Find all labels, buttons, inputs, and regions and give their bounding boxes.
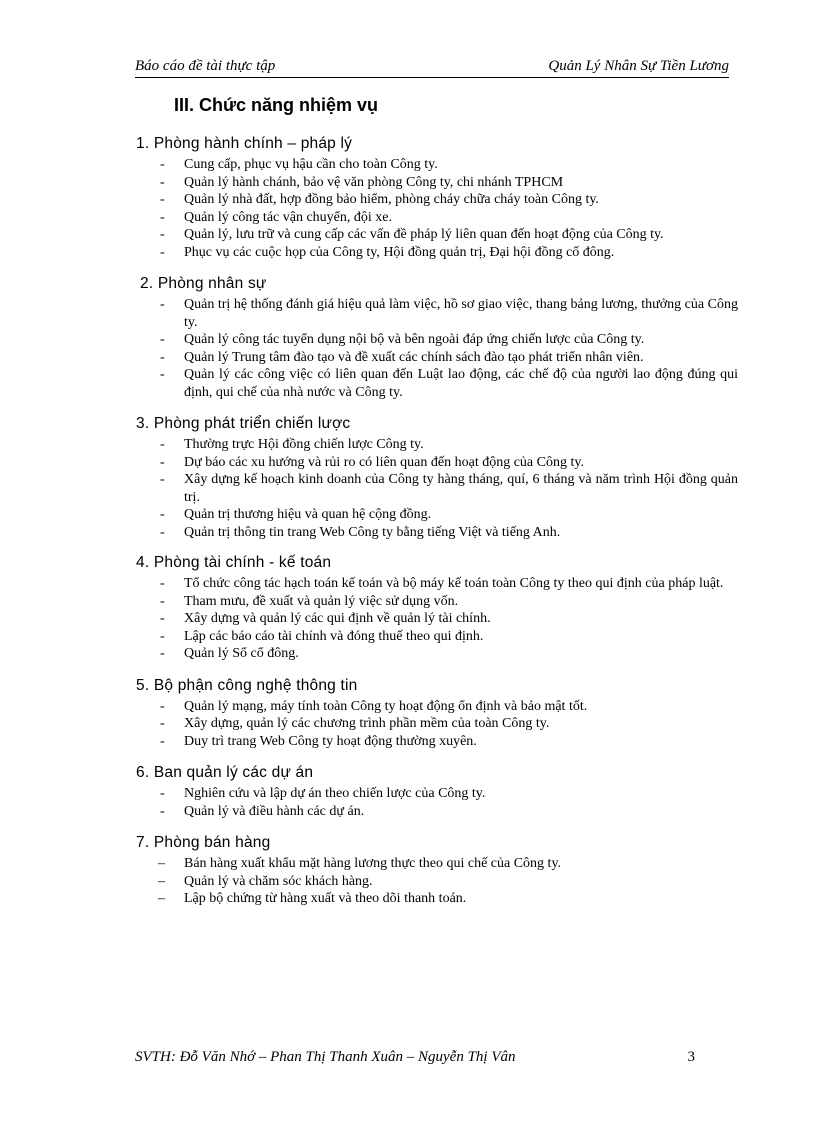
item-text: Dự báo các xu hướng và rủi ro có liên quan đến hoạt động của Công ty. xyxy=(184,454,584,470)
list-item xyxy=(136,645,740,663)
bullet-dash: - xyxy=(160,646,165,661)
item-text: Quản lý các công việc có liên quan đến Luật lao động, các chế độ của người lao động đúng qui định, qui chế của nhà nước và Công ty. xyxy=(184,367,738,400)
bullet-dash: - xyxy=(160,524,165,540)
bullet-dash: - xyxy=(160,733,165,749)
bullet-dash: - xyxy=(160,157,165,172)
list-item xyxy=(136,506,740,524)
list-item xyxy=(136,610,740,628)
item-text: Quản trị thông tin trang Web Công ty bằng tiếng Việt và tiếng Anh. xyxy=(184,524,561,540)
bullet-dash: - xyxy=(160,437,165,452)
list-item xyxy=(136,733,740,751)
item-text: Quản lý công tác vận chuyển, đội xe. xyxy=(184,209,392,225)
item-text: Lập bộ chứng từ hàng xuất và theo dõi thanh toán. xyxy=(184,891,467,906)
list-item xyxy=(136,174,740,192)
item-text: Xây dựng và quản lý các qui định về quản lý tài chính. xyxy=(184,611,491,626)
item-text: Thường trực Hội đồng chiến lược Công ty. xyxy=(184,437,424,452)
bullet-dash: – xyxy=(158,873,165,889)
list-item xyxy=(136,873,740,891)
list-item xyxy=(136,226,740,244)
section-heading: 2. Phòng nhân sự xyxy=(140,275,267,292)
header-topic-title: Quản Lý Nhân Sự Tiền Lương xyxy=(548,58,729,74)
header-report-title: Báo cáo đề tài thực tập xyxy=(135,58,276,74)
item-text: Tham mưu, đề xuất và quản lý việc sử dụng vốn. xyxy=(184,593,459,609)
section-1 xyxy=(136,132,740,261)
bullet-dash: - xyxy=(160,227,165,242)
item-text: Xây dựng, quản lý các chương trình phần mềm của toàn Công ty. xyxy=(184,716,550,731)
bullet-dash: - xyxy=(160,192,165,207)
bullet-dash: - xyxy=(160,297,165,312)
list-item xyxy=(136,593,740,611)
list-item xyxy=(136,471,740,506)
list-item xyxy=(136,366,740,401)
section-3 xyxy=(136,412,740,541)
list-item xyxy=(136,454,740,472)
section-heading: 6. Ban quản lý các dự án xyxy=(136,764,314,781)
item-text: Quản lý và điều hành các dự án. xyxy=(184,803,365,819)
list-item xyxy=(136,628,740,646)
list-item xyxy=(136,296,740,331)
bullet-dash: - xyxy=(160,593,165,609)
sections-container xyxy=(136,132,740,908)
list-item xyxy=(136,436,740,454)
section-6 xyxy=(136,761,740,820)
item-text: Tổ chức công tác hạch toán kế toán và bộ máy kế toán toàn Công ty theo qui định của pháp luật. xyxy=(184,576,724,591)
list-item xyxy=(136,209,740,227)
list-item xyxy=(136,803,740,821)
item-list xyxy=(136,698,740,751)
item-text: Quản lý và chăm sóc khách hàng. xyxy=(184,873,373,889)
bullet-dash: - xyxy=(160,628,165,644)
bullet-dash: - xyxy=(160,349,165,365)
item-text: Phục vụ các cuộc họp của Công ty, Hội đồng quản trị, Đại hội đồng cổ đông. xyxy=(184,244,615,260)
item-list xyxy=(136,436,740,541)
section-2 xyxy=(136,272,740,401)
bullet-dash: - xyxy=(160,472,165,487)
bullet-dash: - xyxy=(160,244,165,260)
item-text: Cung cấp, phục vụ hậu cần cho toàn Công ty. xyxy=(184,157,438,172)
section-heading: 1. Phòng hành chính – pháp lý xyxy=(136,135,353,152)
running-header xyxy=(135,58,729,78)
section-4 xyxy=(136,551,740,663)
bullet-dash: - xyxy=(160,786,165,801)
item-list xyxy=(136,156,740,261)
bullet-dash: - xyxy=(160,209,165,225)
bullet-dash: - xyxy=(160,332,165,347)
list-item xyxy=(136,244,740,262)
bullet-dash: - xyxy=(160,367,165,382)
item-text: Duy trì trang Web Công ty hoạt động thường xuyên. xyxy=(184,733,477,749)
list-item xyxy=(136,698,740,716)
item-list xyxy=(136,785,740,820)
item-list xyxy=(136,296,740,401)
bullet-dash: - xyxy=(160,803,165,819)
item-text: Quản lý, lưu trữ và cung cấp các vấn đề pháp lý liên quan đến hoạt động của Công ty. xyxy=(184,227,664,242)
bullet-dash: – xyxy=(158,856,165,871)
section-5 xyxy=(136,674,740,751)
item-text: Quản lý hành chánh, bảo vệ văn phòng Công ty, chi nhánh TPHCM xyxy=(184,174,564,190)
page-number: 3 xyxy=(687,1049,695,1065)
list-item xyxy=(136,331,740,349)
section-heading: 5. Bộ phận công nghệ thông tin xyxy=(136,676,358,694)
item-list xyxy=(136,575,740,663)
bullet-dash: - xyxy=(160,611,165,626)
item-text: Lập các báo cáo tài chính và đóng thuế theo qui định. xyxy=(184,628,484,644)
item-text: Quản lý Sổ cổ đông. xyxy=(184,646,299,661)
bullet-dash: – xyxy=(158,891,165,906)
list-item xyxy=(136,715,740,733)
item-list xyxy=(136,855,740,908)
section-heading: 7. Phòng bán hàng xyxy=(136,834,271,851)
item-text: Quản trị hệ thống đánh giá hiệu quả làm việc, hồ sơ giao việc, thang bảng lương, thưởng của Công ty. xyxy=(184,297,738,330)
footer-authors: SVTH: Đỗ Văn Nhớ – Phan Thị Thanh Xuân – Nguyễn Thị Vân xyxy=(135,1049,516,1065)
bullet-dash: - xyxy=(160,174,165,190)
list-item xyxy=(136,349,740,367)
list-item xyxy=(136,855,740,873)
item-text: Quản lý Trung tâm đào tạo và đề xuất các chính sách đào tạo phát triển nhân viên. xyxy=(184,349,644,365)
bullet-dash: - xyxy=(160,698,165,714)
item-text: Quản lý công tác tuyển dụng nội bộ và bên ngoài đáp ứng chiến lược của Công ty. xyxy=(184,332,645,347)
list-item xyxy=(136,191,740,209)
bullet-dash: - xyxy=(160,716,165,731)
list-item xyxy=(136,156,740,174)
bullet-dash: - xyxy=(160,576,165,591)
bullet-dash: - xyxy=(160,507,165,522)
section-heading: 3. Phòng phát triển chiến lược xyxy=(136,415,351,432)
page-title: III. Chức năng nhiệm vụ xyxy=(174,95,379,115)
list-item xyxy=(136,575,740,593)
section-heading: 4. Phòng tài chính - kế toán xyxy=(136,554,332,571)
item-text: Quản trị thương hiệu và quan hệ cộng đồng. xyxy=(184,507,432,522)
item-text: Xây dựng kế hoạch kinh doanh của Công ty hàng tháng, quí, 6 tháng và năm trình Hội đồng quản trị. xyxy=(184,472,738,505)
section-7 xyxy=(136,831,740,908)
list-item xyxy=(136,524,740,542)
list-item xyxy=(136,890,740,908)
item-text: Quản lý nhà đất, hợp đồng bảo hiểm, phòng cháy chữa cháy toàn Công ty. xyxy=(184,192,599,207)
item-text: Nghiên cứu và lập dự án theo chiến lược của Công ty. xyxy=(184,786,486,801)
bullet-dash: - xyxy=(160,454,165,470)
item-text: Quản lý mạng, máy tính toàn Công ty hoạt động ổn định và bảo mật tốt. xyxy=(184,698,588,714)
list-item xyxy=(136,785,740,803)
item-text: Bán hàng xuất khẩu mặt hàng lương thực theo qui chế của Công ty. xyxy=(184,856,562,871)
